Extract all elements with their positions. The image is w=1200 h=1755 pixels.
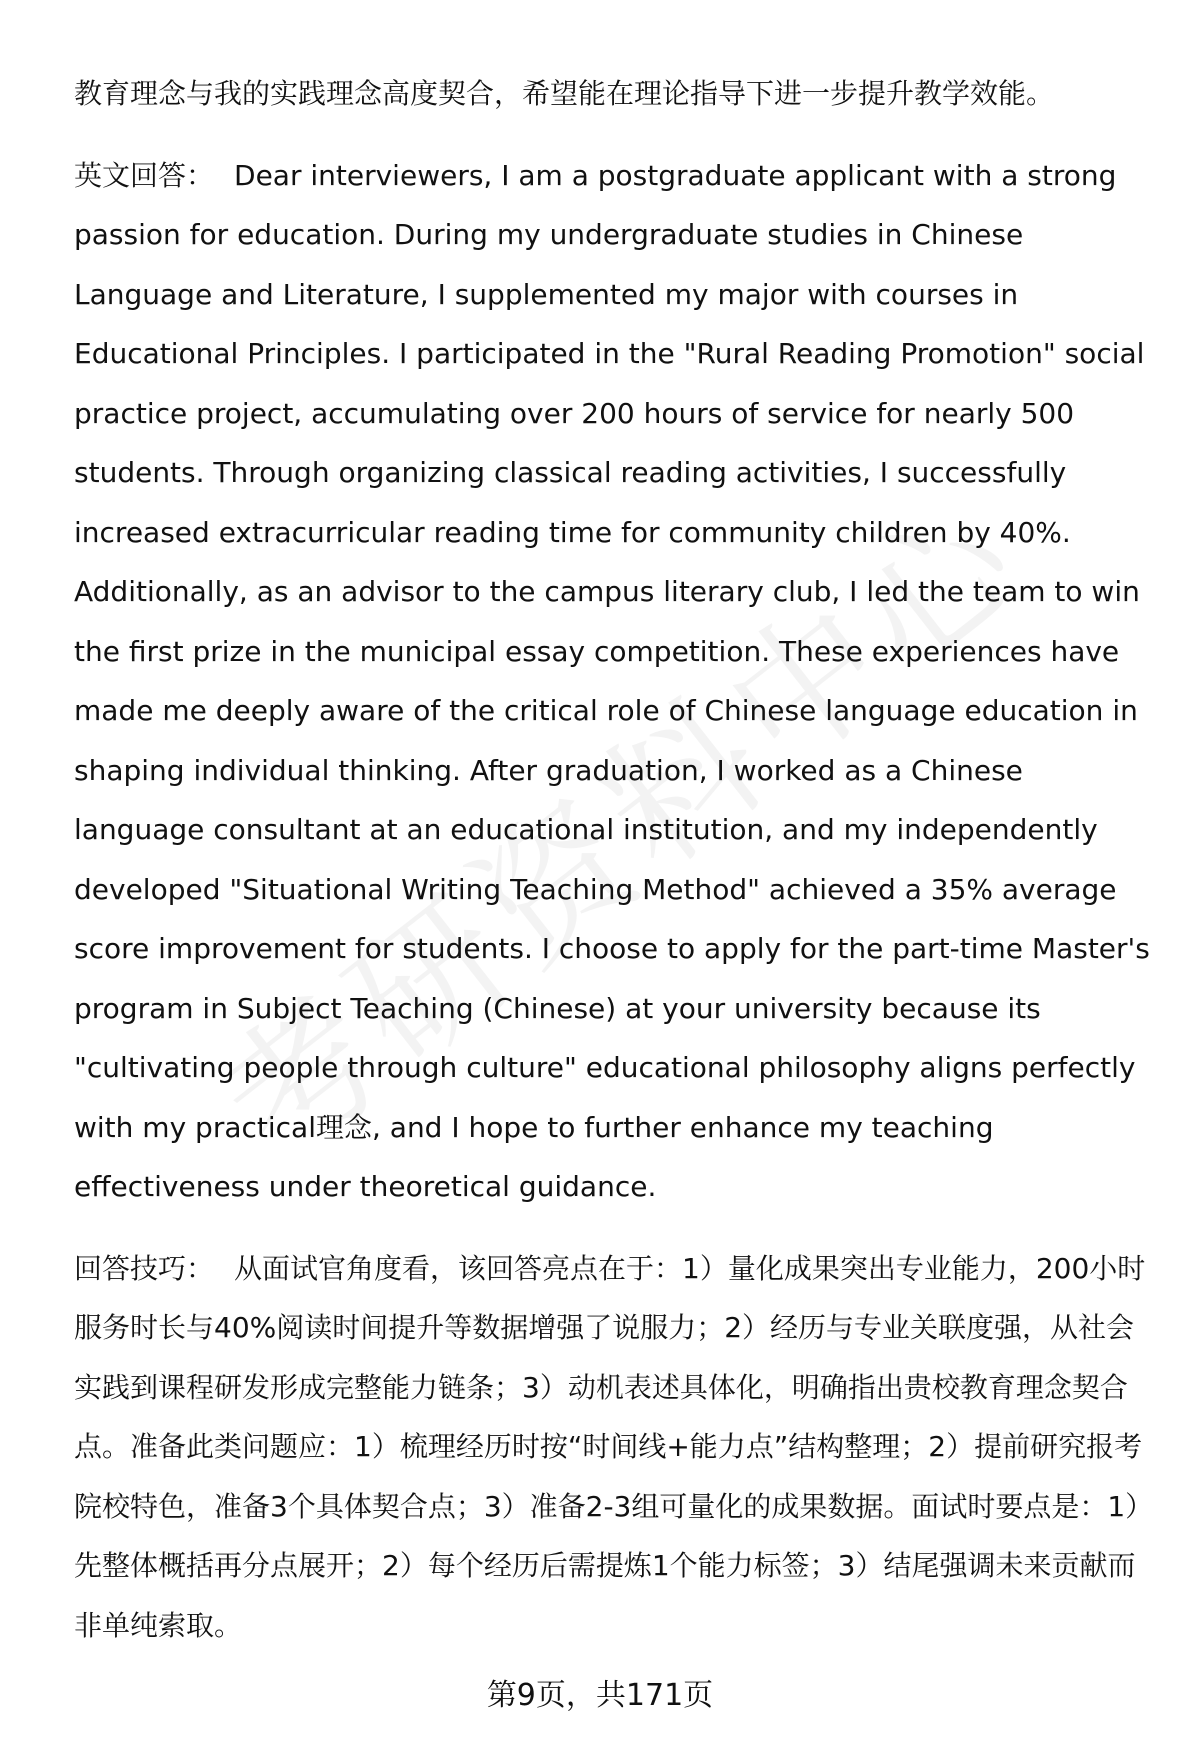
english-answer-paragraph	[74, 146, 1156, 1217]
page-indicator: 第9页，共171页	[486, 1678, 714, 1713]
tips-label: 回答技巧：	[74, 1251, 215, 1285]
intro-paragraph	[74, 64, 1156, 124]
english-answer-label: 英文回答：	[74, 158, 215, 192]
document-body	[74, 64, 1156, 1655]
tips-paragraph	[74, 1239, 1156, 1656]
intro-text: 教育理念与我的实践理念高度契合，希望能在理论指导下进一步提升教学效能。	[74, 77, 1055, 110]
english-answer-text: Dear interviewers, I am a postgraduate applicant with a strong passion for education. During my undergraduate studies in Chinese Language and Literature, I supplemented my major with courses in Educational Principles. I participated in the "Rural Reading Promotion" social practice project, accumulating over 200 hours of service for nearly 500 students. Through organizing classical reading activities, I successfully increased extracurricular reading time for community children by 40%. Additionally, as an advisor to the campus literary club, I led the team to win the first prize in the municipal essay competition. These experiences have made me deeply aware of the critical role of Chinese language education in shaping individual thinking. After graduation, I worked as a Chinese language consultant at an educational institution, and my independently developed "Situational Writing Teaching Method" achieved a 35% average score improvement for students. I choose to apply for the part-time Master's program in Subject Teaching (Chinese) at your university because its "cultivating people through culture" educational philosophy aligns perfectly with my practical理念, and I hope to further enhance my teaching effectiveness under theoretical guidance.	[74, 158, 1150, 1203]
tips-text: 从面试官角度看，该回答亮点在于：1）量化成果突出专业能力，200小时服务时长与40%阅读时间提升等数据增强了说服力；2）经历与专业关联度强，从社会实践到课程研发形成完整能力链条；3）动机表述具体化，明确指出贵校教育理念契合点。准备此类问题应：1）梳理经历时按“时间线+能力点”结构整理；2）提前研究报考院校特色，准备3个具体契合点；3）准备2-3组可量化的成果数据。面试时要点是：1）先整体概括再分点展开；2）每个经历后需提炼1个能力标签；3）结尾强调未来贡献而非单纯索取。	[74, 1251, 1154, 1642]
